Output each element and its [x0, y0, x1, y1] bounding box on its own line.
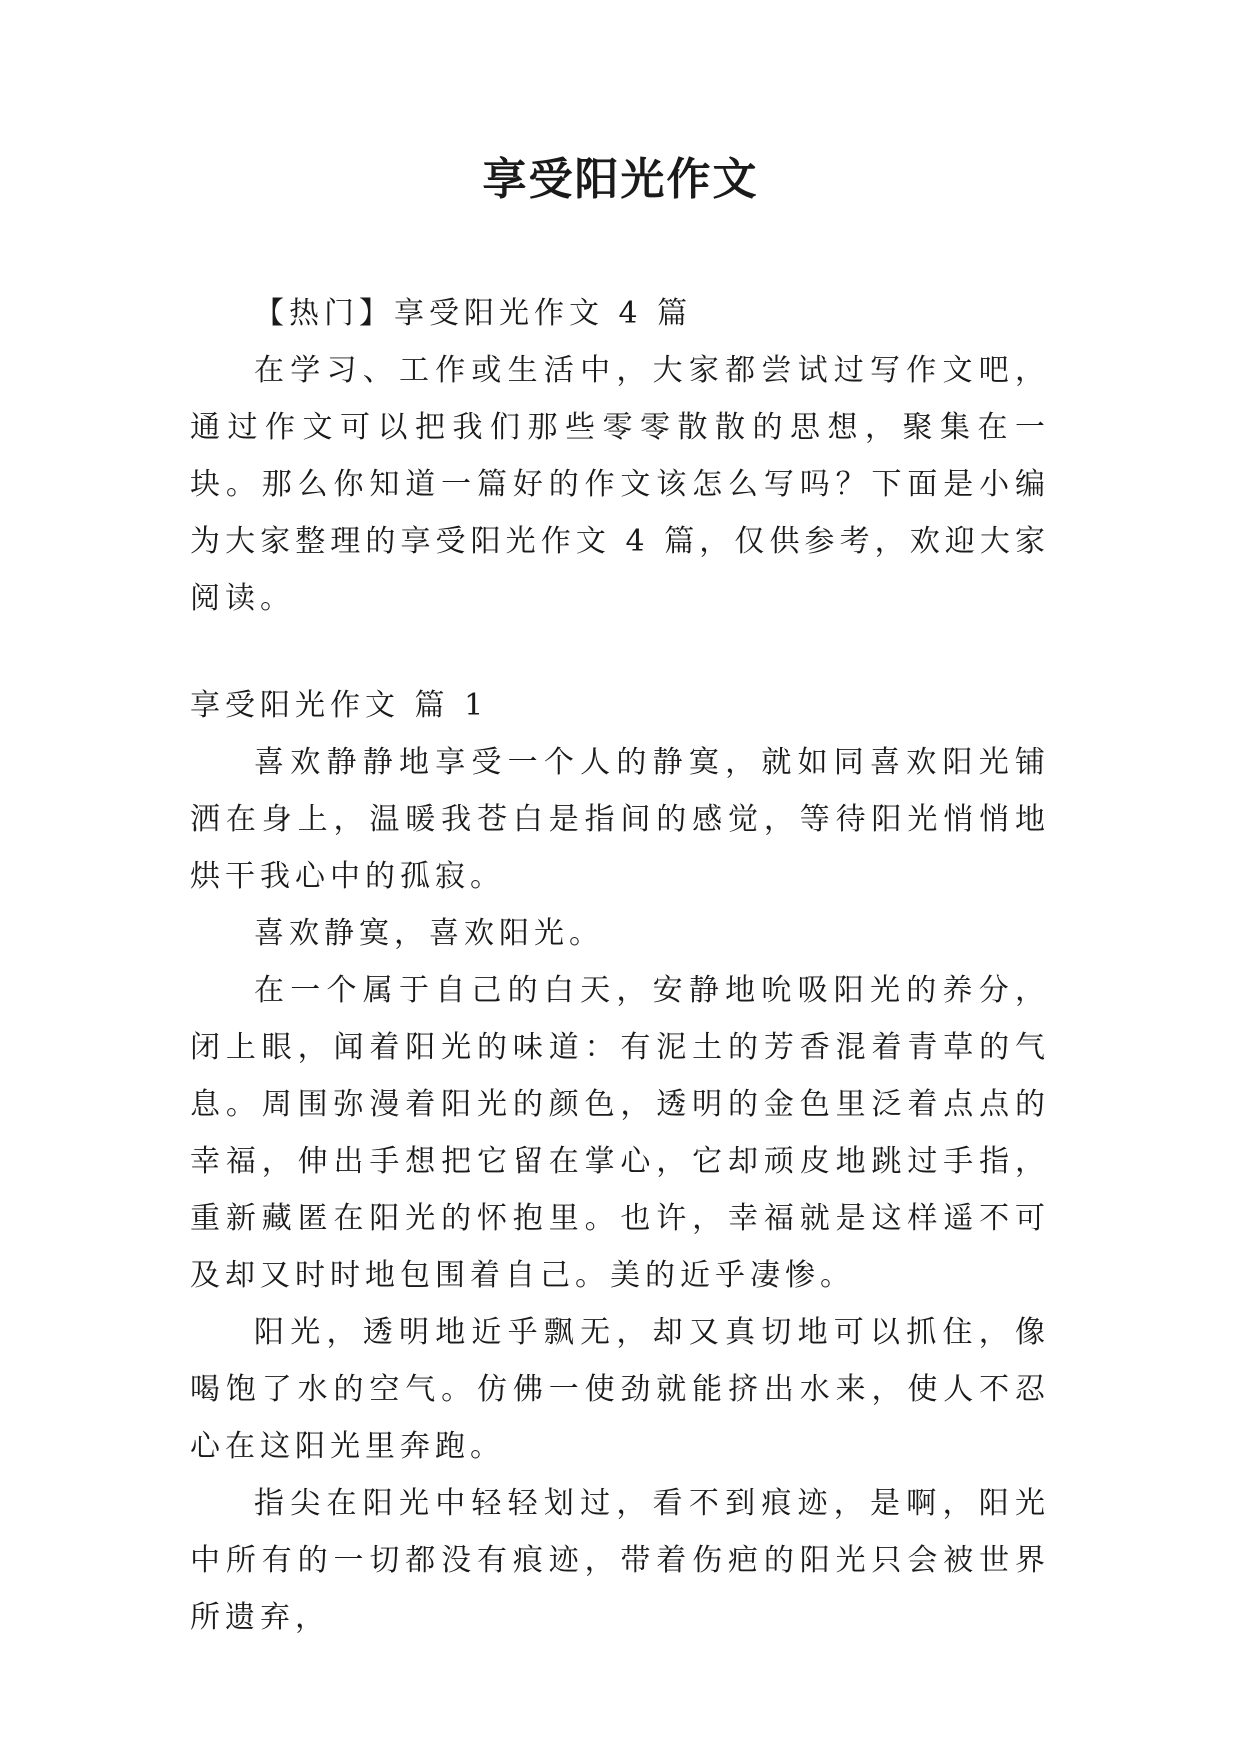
body-paragraph: 喜欢静静地享受一个人的静寞，就如同喜欢阳光铺洒在身上，温暖我苍白是指间的感觉，等待阳光悄悄地烘干我心中的孤寂。 [190, 745, 1050, 894]
document-body [190, 285, 1050, 1646]
body-paragraph: 喜欢静寞，喜欢阳光。 [254, 916, 604, 951]
body-paragraph: 指尖在阳光中轻轻划过，看不到痕迹，是啊，阳光中所有的一切都没有痕迹，带着伤疤的阳光只会被世界所遗弃， [190, 1486, 1050, 1635]
document-title: 享受阳光作文 [482, 154, 759, 205]
subtitle-line: 【热门】享受阳光作文 4 篇 [254, 296, 693, 331]
body-paragraph: 在一个属于自己的白天，安静地吮吸阳光的养分，闭上眼，闻着阳光的味道：有泥土的芳香混着青草的气息。周围弥漫着阳光的颜色，透明的金色里泛着点点的幸福，伸出手想把它留在掌心，它却顽皮地跳过手指，重新藏匿在阳光的怀抱里。也许，幸福就是这样遥不可及却又时时地包围着自己。美的近乎凄惨。 [190, 973, 1050, 1293]
section-heading: 享受阳光作文 篇 1 [190, 688, 489, 723]
body-paragraph: 阳光，透明地近乎飘无，却又真切地可以抓住，像喝饱了水的空气。仿佛一使劲就能挤出水来，使人不忍心在这阳光里奔跑。 [190, 1315, 1050, 1464]
intro-paragraph: 在学习、工作或生活中，大家都尝试过写作文吧，通过作文可以把我们那些零零散散的思想，聚集在一块。那么你知道一篇好的作文该怎么写吗？下面是小编为大家整理的享受阳光作文 4 篇，仅供参考，欢迎大家阅读。 [190, 353, 1050, 616]
